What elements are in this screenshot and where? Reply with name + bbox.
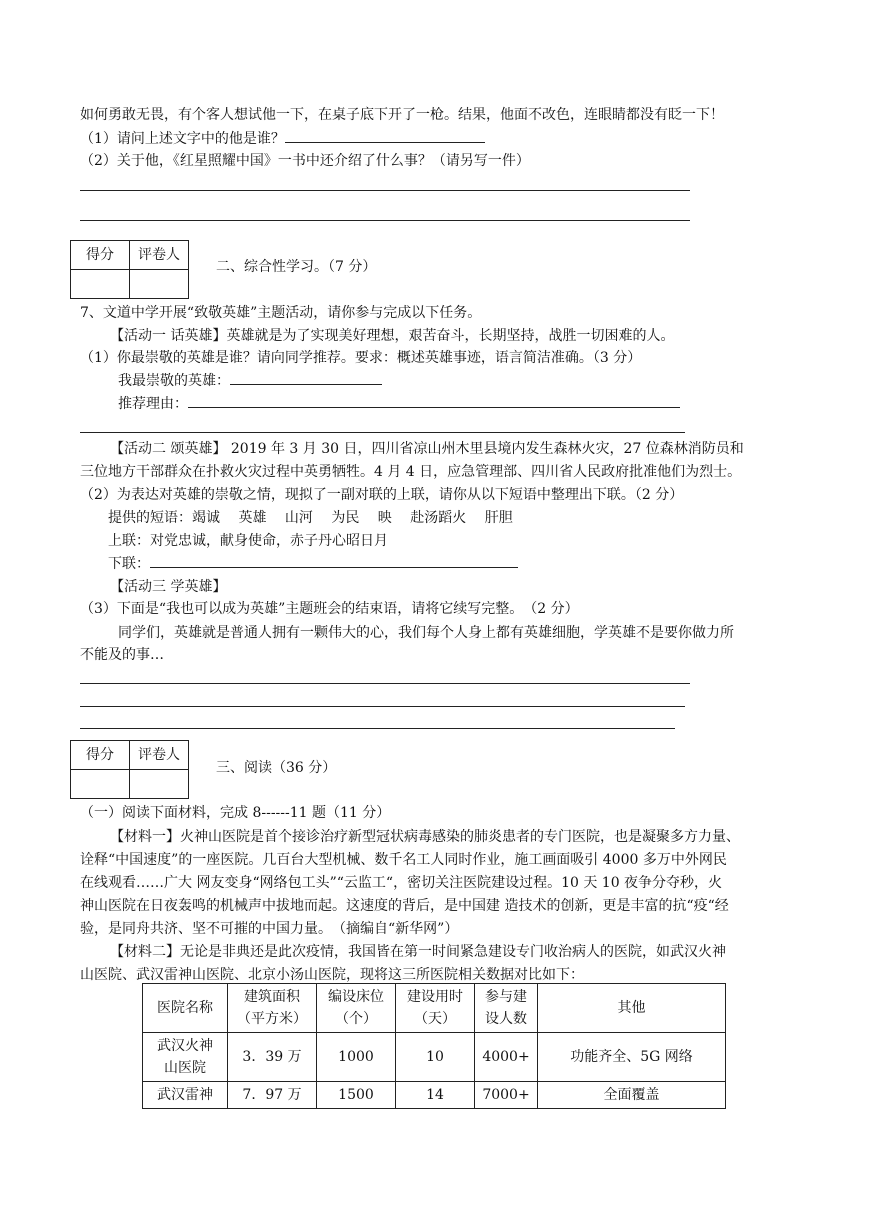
reading-subheading: （一）阅读下面材料，完成 8------11 题（11 分）	[80, 805, 391, 821]
table-cell: 1500	[317, 1082, 396, 1109]
grader-label: 评卷人	[130, 741, 189, 770]
table-cell: 全面覆盖	[538, 1082, 726, 1109]
prompt-1: （1）你最崇敬的英雄是谁？请向同学推荐。要求：概述英雄事迹，语言简洁准确。（3 分）	[80, 350, 642, 366]
table-header-cell: 建筑面积 （平方米）	[228, 984, 317, 1033]
table-cell: 3．39 万	[228, 1033, 317, 1082]
prompt-2: （2）为表达对英雄的崇敬之情，现拟了一副对联的上联，请你从以下短语中整理出下联。（2 分）	[80, 487, 684, 503]
score-box	[70, 240, 189, 299]
table-cell: 14	[396, 1082, 475, 1109]
activity-3: 【活动三 学英雄】	[110, 579, 227, 595]
question-1	[80, 128, 485, 150]
material-1-line: 神山医院在日夜轰鸣的机械声中拔地而起。这速度的背后，是中国建 造技术的创新，更是丰富的抗“疫“经	[80, 898, 729, 914]
answer-line[interactable]	[80, 220, 690, 221]
activity-2-line2: 三位地方干部群众在扑救火灾过程中英勇牺牲。4 月 4 日，应急管理部、四川省人民政府批准他们为烈士。	[80, 464, 742, 480]
activity-2-line1: 【活动二 颂英雄】 2019 年 3 月 30 日，四川省凉山州木里县境内发生森林火灾，27 位森林消防员和	[110, 441, 744, 457]
table-cell: 1000	[317, 1033, 396, 1082]
prompt-3: （3）下面是“我也可以成为英雄”主题班会的结束语，请将它续写完整。 （2 分）	[80, 601, 579, 617]
table-cell: 7．97 万	[228, 1082, 317, 1109]
material-1-line: 【材料一】火神山医院是首个接诊治疗新型冠状病毒感染的肺炎患者的专门医院，也是凝聚多方力量、	[110, 829, 740, 845]
material-2-line: 【材料二】无论是非典还是此次疫情，我国皆在第一时间紧急建设专门收治病人的医院，如武汉火神	[110, 944, 726, 960]
table-cell: 武汉雷神	[143, 1082, 228, 1109]
answer-line[interactable]	[80, 190, 690, 191]
answer-line[interactable]	[80, 432, 685, 433]
lower-label: 下联：	[108, 556, 150, 572]
reason-label: 推荐理由：	[118, 396, 188, 412]
intro-text: 如何勇敢无畏，有个客人想试他一下，在桌子底下开了一枪。结果，他面不改色，连眼睛都没有眨一下！	[80, 107, 724, 123]
question-2: （2）关于他，《红星照耀中国》一书中还介绍了什么事？（请另写一件）	[80, 153, 530, 169]
table-header-cell: 建设用时 （天）	[396, 984, 475, 1033]
table-cell: 4000+	[475, 1033, 538, 1082]
grader-cell[interactable]	[130, 770, 189, 799]
grader-cell[interactable]	[130, 270, 189, 299]
reason-row	[118, 393, 680, 415]
material-1-line: 验，是同舟共济、坚不可摧的中国力量。 （摘编自“新华网”）	[80, 921, 459, 937]
score-label: 得分	[71, 241, 130, 270]
lower-couplet-row	[108, 553, 518, 575]
table-cell: 10	[396, 1033, 475, 1082]
closing-text-line2: 不能及的事…	[80, 647, 164, 663]
answer-line[interactable]	[80, 683, 690, 684]
table-cell: 武汉火神 山医院	[143, 1033, 228, 1082]
material-2-line: 山医院、武汉雷神山医院、北京小汤山医院，现将这三所医院相关数据对比如下：	[80, 967, 584, 983]
closing-text-line1: 同学们，英雄就是普通人拥有一颗伟大的心，我们每个人身上都有英雄细胞，学英雄不是要你做力所	[118, 625, 734, 641]
table-header-cell: 参与建 设人数	[475, 984, 538, 1033]
hero-row	[118, 370, 382, 392]
reason-blank[interactable]	[188, 393, 680, 408]
table-header-cell: 编设床位 （个）	[317, 984, 396, 1033]
material-1-line: 诠释“中国速度”的一座医院。几百台大型机械、数千名工人同时作业，施工画面吸引 4000 多万中外网民	[80, 852, 727, 868]
hero-label: 我最崇敬的英雄：	[118, 373, 230, 389]
question-7: 7、文道中学开展“致敬英雄”主题活动，请你参与完成以下任务。	[80, 305, 482, 321]
table-row	[143, 1082, 726, 1109]
score-cell[interactable]	[71, 770, 130, 799]
table-header-cell: 医院名称	[143, 984, 228, 1033]
table-header-cell: 其他	[538, 984, 726, 1033]
answer-line[interactable]	[80, 728, 675, 729]
material-1-line: 在线观看……广大 网友变身“网络包工头”“云监工“，密切关注医院建设过程。10 天 10 夜争分夺秒，火	[80, 875, 723, 891]
phrase-list: 提供的短语：竭诚 英雄 山河 为民 映 赴汤蹈火 肝胆	[108, 510, 513, 526]
score-cell[interactable]	[71, 270, 130, 299]
upper-couplet: 上联：对党忠诚，献身使命，赤子丹心昭日月	[108, 533, 388, 549]
hero-blank[interactable]	[230, 370, 382, 385]
hospital-table	[142, 983, 726, 1109]
activity-1: 【活动一 话英雄】英雄就是为了实现美好理想，艰苦奋斗，长期坚持，战胜一切困难的人。	[110, 328, 675, 344]
score-box	[70, 740, 189, 799]
table-cell: 7000+	[475, 1082, 538, 1109]
answer-blank-1[interactable]	[285, 128, 485, 143]
table-header-row	[143, 984, 726, 1033]
section-3-heading: 三、阅读（36 分）	[216, 760, 337, 776]
question-1-text: （1）请问上述文字中的他是谁？	[80, 131, 285, 147]
lower-blank[interactable]	[150, 553, 518, 568]
answer-line[interactable]	[80, 706, 685, 707]
table-cell: 功能齐全、5G 网络	[538, 1033, 726, 1082]
section-2-heading: 二、综合性学习。（7 分）	[216, 259, 377, 275]
score-label: 得分	[71, 741, 130, 770]
table-row	[143, 1033, 726, 1082]
grader-label: 评卷人	[130, 241, 189, 270]
